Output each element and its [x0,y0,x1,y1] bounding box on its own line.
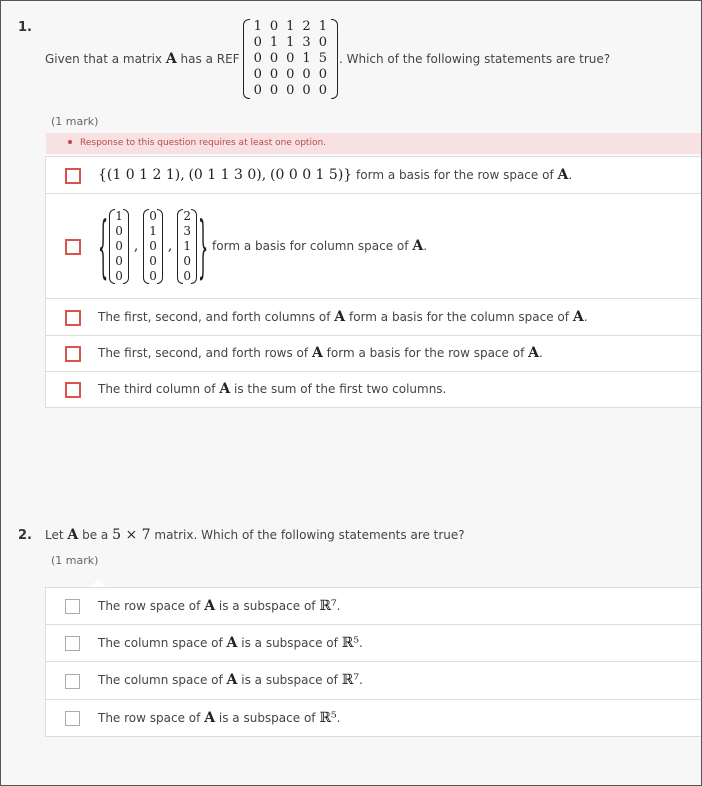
answer-option[interactable] [46,299,702,336]
option-text: {(1 0 1 2 1), (0 1 1 3 0), (0 0 0 1 5)} form a basis for the row space of A. [98,167,573,183]
alert-text: Response to this question requires at least one option. [80,138,327,148]
checkbox[interactable] [65,636,80,651]
stem-text-before: Given that a matrix [45,52,163,66]
answer-option[interactable] [46,662,702,700]
option-text: The column space of A is a subspace of ℝ⁷. [98,672,363,688]
option-text: The row space of A is a subspace of ℝ⁷. [98,598,341,614]
question-stem [45,14,610,104]
answer-option[interactable] [46,625,702,662]
matrix-symbol: A [165,51,177,67]
question-number: 1. [18,20,32,35]
answer-options [45,156,702,408]
question-stem: Let A be a 5 × 7 matrix. Which of the following statements are true? [45,527,465,543]
answer-option[interactable] [46,588,702,625]
option-text: The first, second, and forth columns of A form a basis for the column space of A. [98,309,588,325]
ref-matrix: 1 0 1 2 1 0 1 1 3 0 0 0 0 1 5 0 0 0 0 0 0 0 0 0 0 [242,19,339,99]
left-brace: { [98,206,109,286]
answer-option[interactable] [46,157,702,194]
option-text: { 1 0 0 0 0 , 0 1 0 0 0 , 2 3 1 0 0 } form a basis for column space of A . [98,206,428,286]
right-brace: } [198,206,209,286]
question-marks: (1 mark) [51,115,99,128]
stem-text-after: . Which of the following statements are true? [338,52,611,66]
pointer-arrow [91,579,105,587]
checkbox[interactable] [65,239,81,255]
column-vector: 1 0 0 0 0 [108,209,130,284]
checkbox[interactable] [65,168,81,184]
option-text: The first, second, and forth rows of A form a basis for the row space of A. [98,345,543,361]
answer-option[interactable] [46,700,702,736]
checkbox[interactable] [65,711,80,726]
column-vector: 2 3 1 0 0 [176,209,198,284]
checkbox[interactable] [65,674,80,689]
option-text: The third column of A is the sum of the first two columns. [98,381,447,397]
checkbox[interactable] [65,346,81,362]
checkbox[interactable] [65,599,80,614]
stem-text-mid: has a REF [180,52,240,66]
answer-option[interactable] [46,194,702,299]
option-text: The row space of A is a subspace of ℝ⁵. [98,710,341,726]
question-number: 2. [18,528,32,543]
bullet-icon [68,140,72,144]
checkbox[interactable] [65,310,81,326]
answer-option[interactable] [46,336,702,372]
option-text: The column space of A is a subspace of ℝ⁵. [98,635,363,651]
validation-alert [46,133,702,154]
column-vector: 0 1 0 0 0 [142,209,164,284]
checkbox[interactable] [65,382,81,398]
question-marks: (1 mark) [51,554,99,567]
answer-option[interactable] [46,372,702,407]
answer-options [45,587,702,737]
